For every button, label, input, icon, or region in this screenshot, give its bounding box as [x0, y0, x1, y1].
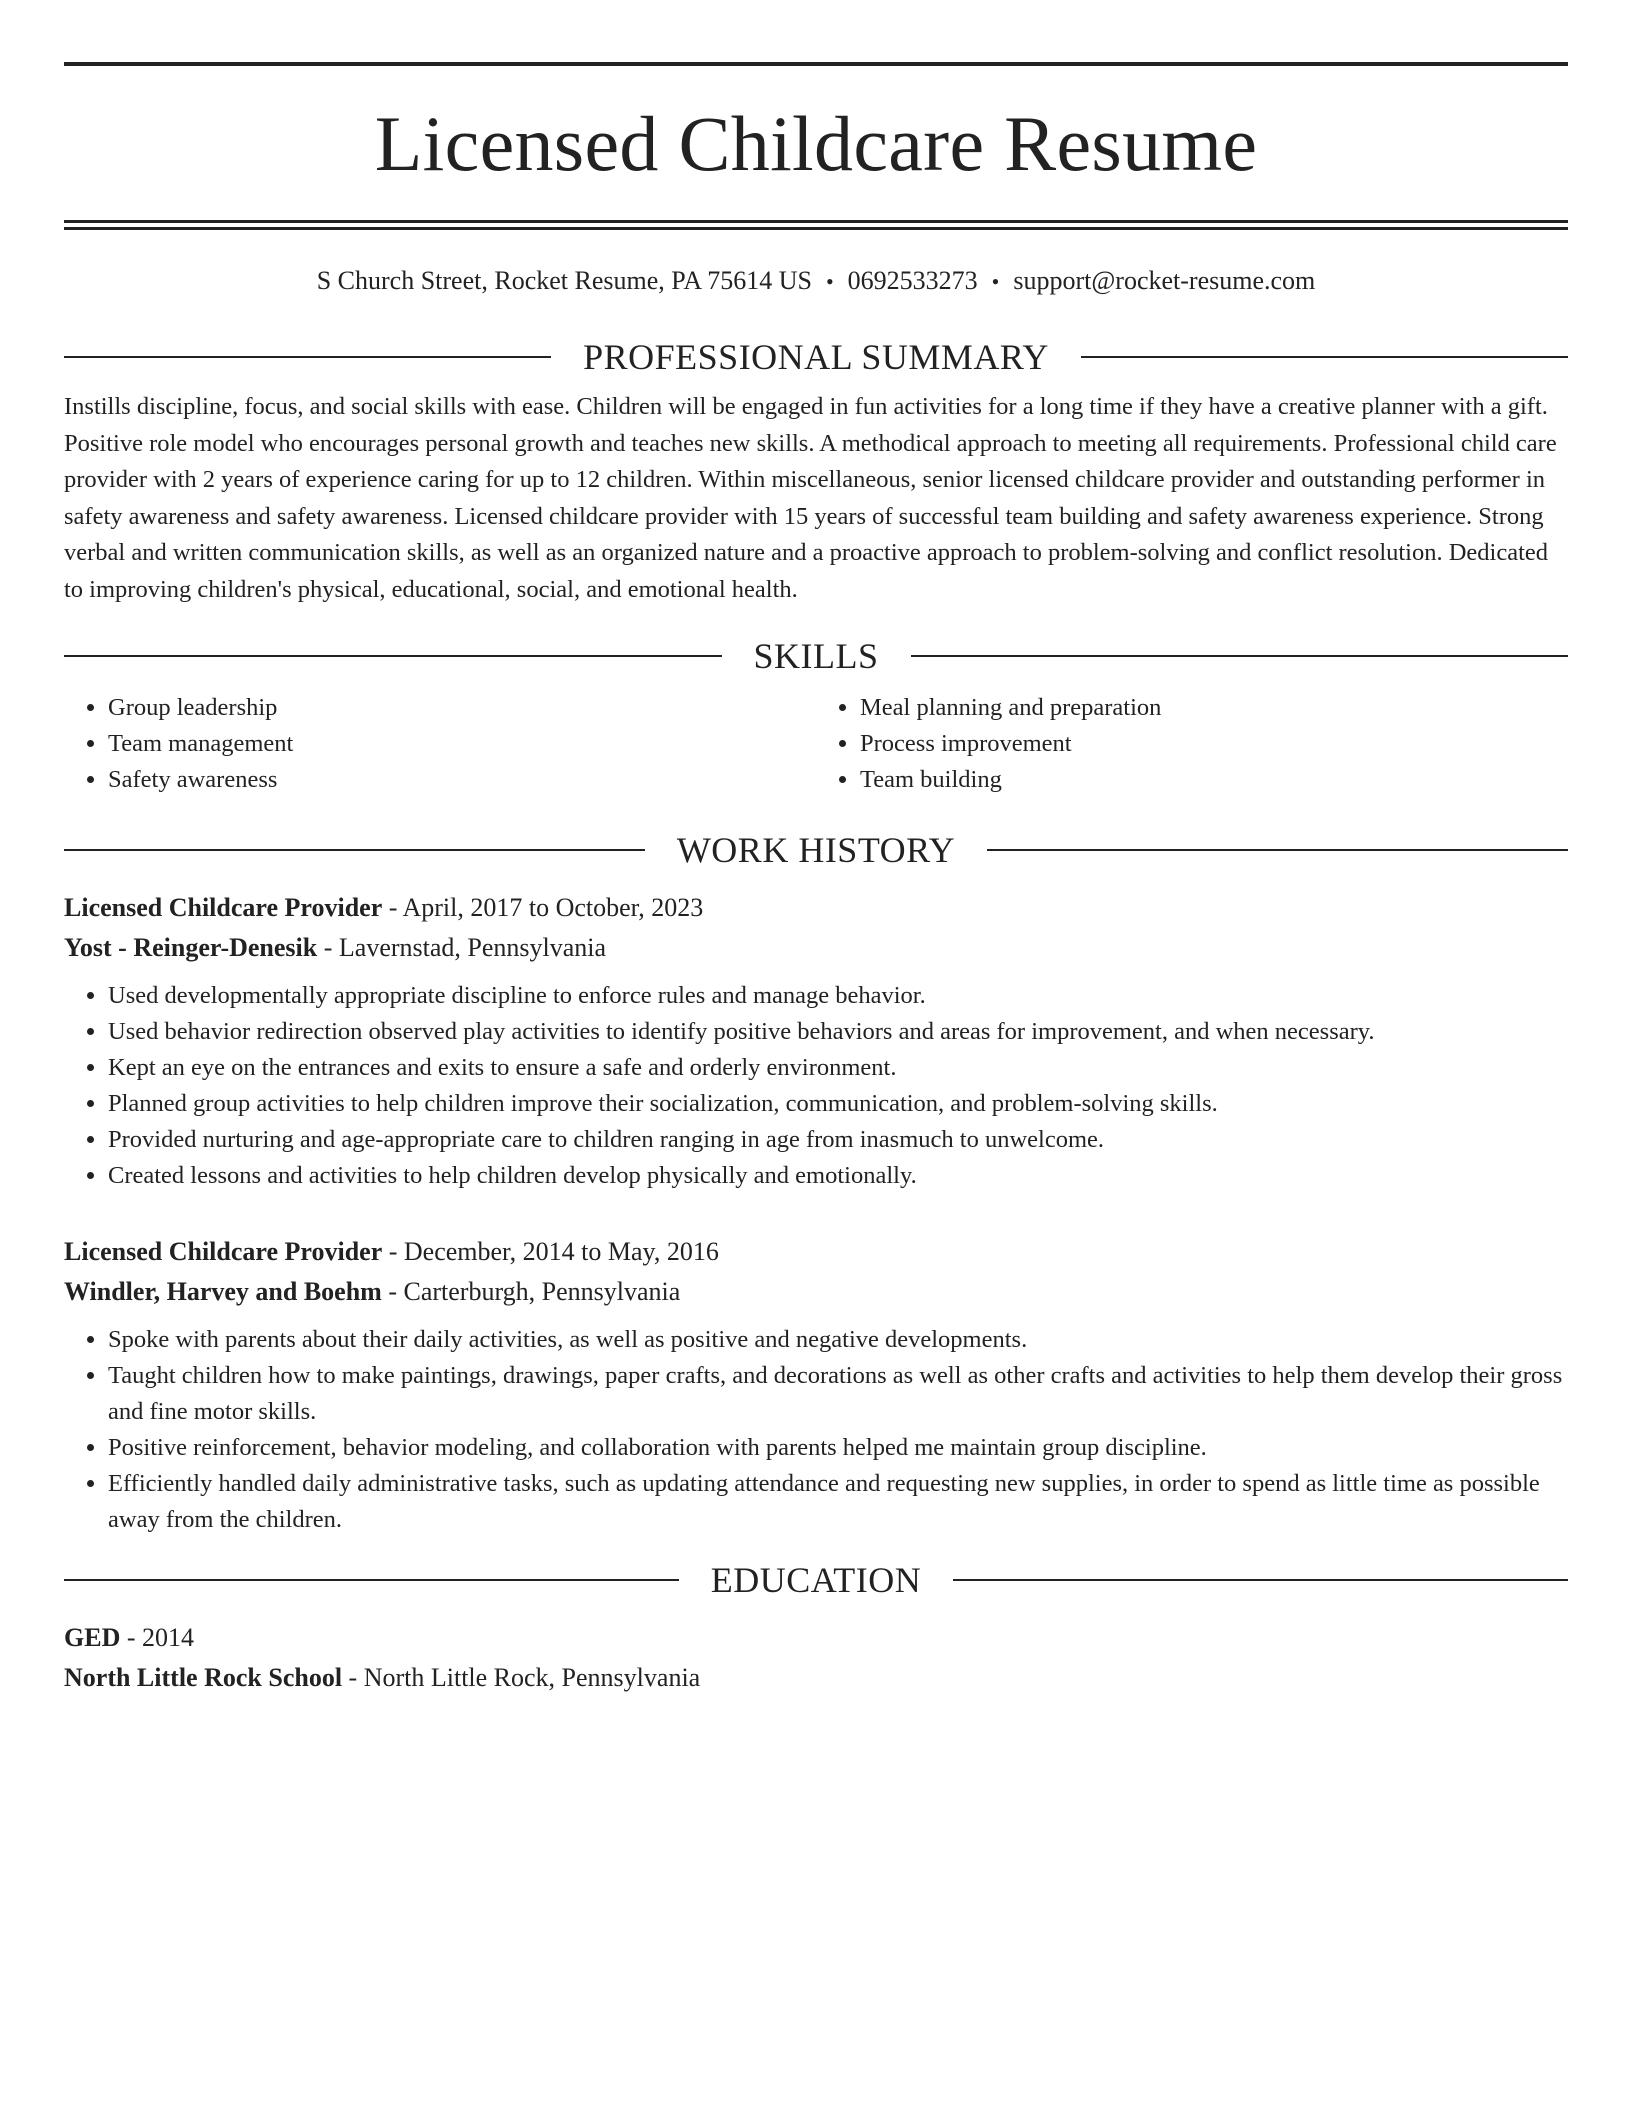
job-bullet: • Created lessons and activities to help children develop physically and emotionally. — [108, 1158, 1568, 1194]
heading-rule-left — [64, 356, 551, 358]
job-bullet: • Taught children how to make paintings, drawings, paper crafts, and decorations as well as other crafts and activities to help them develop their gross and fine motor skills. — [108, 1358, 1568, 1430]
summary-text: Instills discipline, focus, and social skills with ease. Children will be engaged in fun activities for a long time if they have a creative planner with a gift. Positive role model who encourages personal growth and teaches new skills. A methodical approach to meeting all requirements. Professional child care provider with 2 years of experience caring for up to 12 children. Within miscellaneous, senior licensed childcare provider and outstanding performer in safety awareness and safety awareness. Licensed childcare provider with 15 years of successful team building and safety awareness experience. Strong verbal and written communication skills, as well as an organized nature and a proactive approach to problem-solving and conflict resolution. Dedicated to improving children's physical, educational, social, and emotional health. — [64, 393, 1557, 603]
job-company-line — [64, 1272, 1568, 1312]
job-company: Yost - Reinger-Denesik — [64, 933, 318, 962]
job-entry — [64, 1232, 1568, 1538]
education-degree: GED — [64, 1623, 121, 1652]
job-bullet: • Efficiently handled daily administrative tasks, such as updating attendance and requesting new supplies, in order to spend as little time as possible away from the children. — [108, 1466, 1568, 1538]
summary-section-heading — [64, 335, 1568, 379]
job-title: Licensed Childcare Provider — [64, 1237, 383, 1266]
job-bullets — [64, 1322, 1568, 1538]
job-location: - Carterburgh, Pennsylvania — [381, 1277, 681, 1306]
job-title: Licensed Childcare Provider — [64, 893, 383, 922]
contact-separator: • — [825, 269, 834, 294]
heading-rule-right — [987, 849, 1568, 851]
contact-line — [64, 264, 1568, 299]
job-title-line — [64, 1232, 1568, 1272]
job-bullet: • Planned group activities to help children improve their socialization, communication, and problem-solving skills. — [108, 1086, 1568, 1122]
skills-column-right — [816, 690, 1568, 798]
skill-item: • Safety awareness — [108, 762, 816, 798]
job-bullets — [64, 978, 1568, 1194]
job-bullet: • Positive reinforcement, behavior modeling, and collaboration with parents helped me maintain group discipline. — [108, 1430, 1568, 1466]
education-location: - North Little Rock, Pennsylvania — [342, 1663, 701, 1692]
contact-address: S Church Street, Rocket Resume, PA 75614 US — [316, 266, 812, 295]
skill-item: • Group leadership — [108, 690, 816, 726]
skill-item: • Meal planning and preparation — [860, 690, 1568, 726]
job-location: - Lavernstad, Pennsylvania — [317, 933, 607, 962]
education-degree-line — [64, 1618, 1568, 1658]
skill-item: • Team building — [860, 762, 1568, 798]
skills-column-left — [64, 690, 816, 798]
job-entry — [64, 888, 1568, 1194]
job-bullet: • Kept an eye on the entrances and exits to ensure a safe and orderly environment. — [108, 1050, 1568, 1086]
skill-item: • Team management — [108, 726, 816, 762]
summary-heading: PROFESSIONAL SUMMARY — [583, 337, 1049, 377]
job-company-line — [64, 928, 1568, 968]
education-school-line — [64, 1658, 1568, 1698]
skills-heading: SKILLS — [753, 636, 879, 676]
education-section-heading — [64, 1558, 1568, 1602]
heading-rule-right — [911, 655, 1569, 657]
contact-email: support@rocket-resume.com — [1013, 266, 1316, 295]
resume-title: Licensed Childcare Resume — [374, 100, 1258, 187]
contact-phone: 0692533273 — [847, 266, 978, 295]
job-dates: - April, 2017 to October, 2023 — [382, 893, 704, 922]
job-bullet: • Spoke with parents about their daily activities, as well as positive and negative developments. — [108, 1322, 1568, 1358]
education-school: North Little Rock School — [64, 1663, 343, 1692]
job-title-line — [64, 888, 1568, 928]
work-section-heading — [64, 828, 1568, 872]
heading-rule-right — [953, 1579, 1568, 1581]
job-bullet: • Used developmentally appropriate discipline to enforce rules and manage behavior. — [108, 978, 1568, 1014]
skill-item: • Process improvement — [860, 726, 1568, 762]
education-year: - 2014 — [120, 1623, 195, 1652]
skills-section-heading — [64, 634, 1568, 678]
work-heading: WORK HISTORY — [676, 830, 956, 870]
title-double-rule — [64, 220, 1568, 230]
heading-rule-left — [64, 1579, 679, 1581]
education-entry — [64, 1618, 1568, 1698]
top-rule — [64, 62, 1568, 66]
job-dates: - December, 2014 to May, 2016 — [382, 1237, 719, 1266]
contact-separator: • — [991, 269, 1000, 294]
heading-rule-left — [64, 849, 645, 851]
heading-rule-left — [64, 655, 722, 657]
heading-rule-right — [1081, 356, 1568, 358]
job-bullet: • Used behavior redirection observed play activities to identify positive behaviors and areas for improvement, and when necessary. — [108, 1014, 1568, 1050]
job-company: Windler, Harvey and Boehm — [64, 1277, 382, 1306]
skills-list — [64, 690, 1568, 798]
education-heading: EDUCATION — [710, 1560, 922, 1600]
job-bullet: • Provided nurturing and age-appropriate care to children ranging in age from inasmuch to unwelcome. — [108, 1122, 1568, 1158]
